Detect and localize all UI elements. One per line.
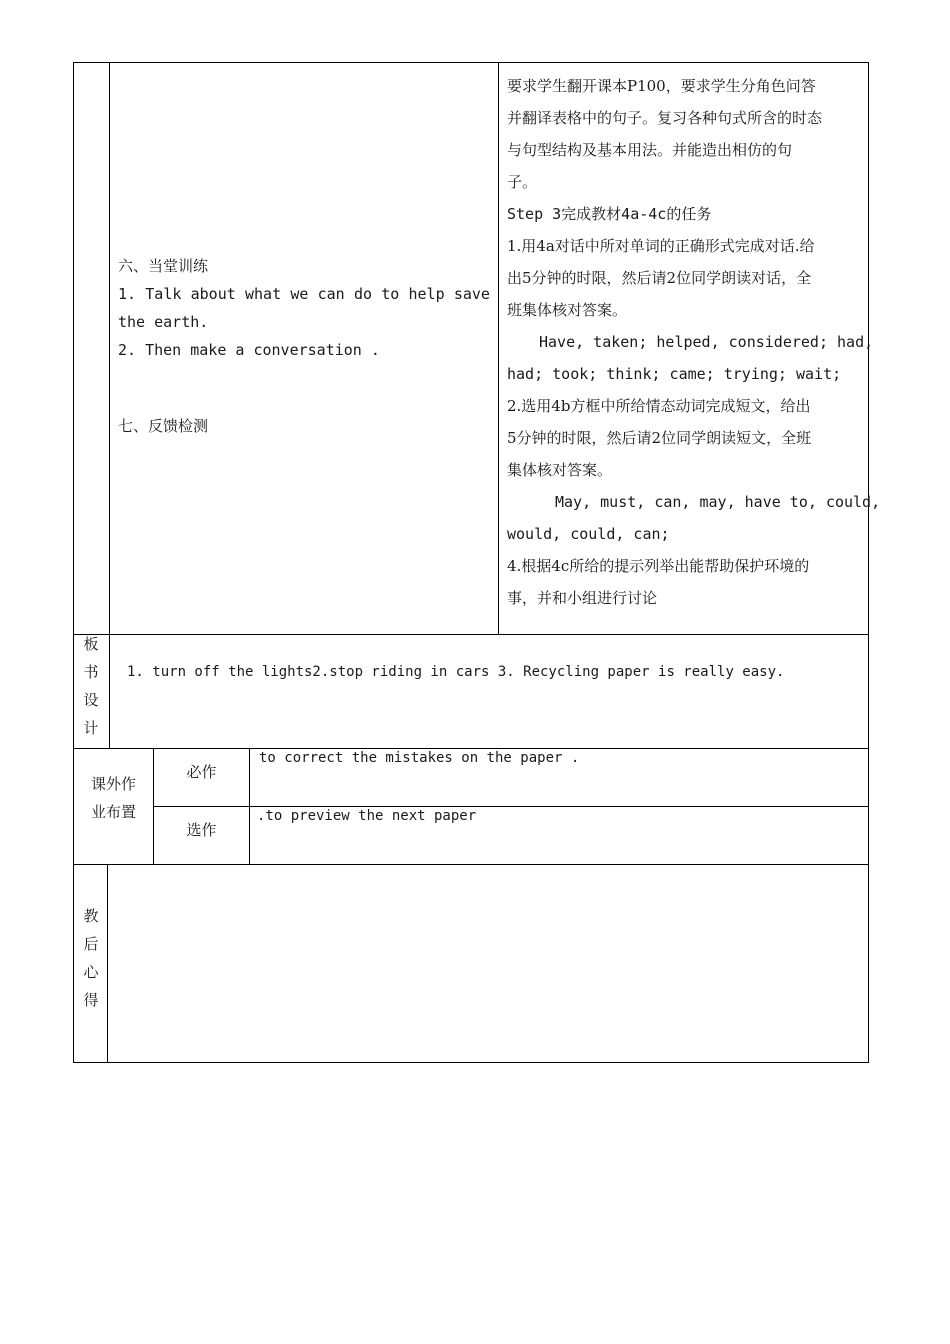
word: can (317, 285, 345, 303)
step-text-line: 并翻译表格中的句子。复习各种句式所含的时态 (507, 109, 823, 127)
homework-label (74, 770, 153, 826)
activities-cell (118, 252, 490, 440)
label-char: 教 (83, 907, 99, 925)
label-line: 业布置 (90, 803, 136, 821)
row-divider-3 (73, 864, 869, 865)
homework-type-divider (249, 748, 250, 865)
table-bottom-border (73, 1062, 869, 1063)
step-text-line: 班集体核对答案。 (507, 301, 628, 319)
answer-line: would, could, can; (507, 525, 670, 543)
row-divider-1 (73, 634, 869, 635)
word: about (190, 285, 236, 303)
step-text-line: 事，并和小组进行讨论 (507, 589, 658, 607)
label-char: 书 (83, 663, 99, 681)
required-homework-text: to correct the mistakes on the paper . (259, 750, 580, 766)
step-text-line: 子。 (507, 173, 538, 191)
answer-line: Have, taken; helped, considered; had, (539, 333, 874, 351)
section-6-heading: 六、当堂训练 (118, 257, 209, 275)
section-6-item-1 (118, 280, 490, 308)
label-col-divider-top (109, 62, 110, 749)
word: Talk (145, 285, 182, 303)
word: help (408, 285, 445, 303)
content-col-divider (498, 62, 499, 635)
step-text-line: 4.根据4c所给的提示列举出能帮助保护环境的 (507, 557, 810, 575)
word: we (290, 285, 309, 303)
word: save (453, 285, 490, 303)
answer-line: May, must, can, may, have to, could, (555, 493, 881, 511)
label-char: 心 (83, 963, 99, 981)
answer-line: had; took; think; came; trying; wait; (507, 365, 842, 383)
section-6-item-2: 2. Then make a conversation . (118, 341, 380, 359)
word: 1. (118, 285, 137, 303)
label-char: 设 (83, 691, 99, 709)
label-char: 后 (83, 935, 99, 953)
step-text-line: 集体核对答案。 (507, 461, 613, 479)
step-text-line: 出5分钟的时限，然后请2位同学朗读对话，全 (507, 269, 812, 287)
step-text-line: 与句型结构及基本用法。并能造出相仿的句 (507, 141, 793, 159)
word: do (353, 285, 372, 303)
table-top-border (73, 62, 869, 63)
step-text-line: 5分钟的时限，然后请2位同学朗读短文，全班 (507, 429, 812, 447)
step-3-heading: Step 3完成教材4a-4c的任务 (507, 205, 712, 223)
label-char: 计 (83, 719, 99, 737)
optional-label: 选作 (186, 821, 217, 839)
word: to (381, 285, 400, 303)
required-label: 必作 (186, 763, 217, 781)
label-line: 课外作 (90, 775, 136, 793)
blackboard-label (74, 630, 108, 742)
step-text-line: 要求学生翻开课本P100，要求学生分角色问答 (507, 77, 816, 95)
table-right-border (868, 62, 869, 1063)
optional-homework-text: .to preview the next paper (257, 808, 477, 824)
section-6-item-1-cont: the earth. (118, 313, 209, 331)
reflection-label (74, 902, 108, 1014)
step-text-line: 1.用4a对话中所对单词的正确形式完成对话.给 (507, 237, 815, 255)
step-text-line: 2.选用4b方框中所给情态动词完成短文，给出 (507, 397, 811, 415)
teaching-steps-cell (507, 70, 881, 614)
label-char: 得 (83, 991, 99, 1009)
section-7-heading: 七、反馈检测 (118, 417, 209, 435)
word: what (245, 285, 282, 303)
label-char: 板 (83, 635, 99, 653)
blackboard-content: 1. turn off the lights2.stop riding in cars 3. Recycling paper is really easy. (127, 664, 785, 680)
